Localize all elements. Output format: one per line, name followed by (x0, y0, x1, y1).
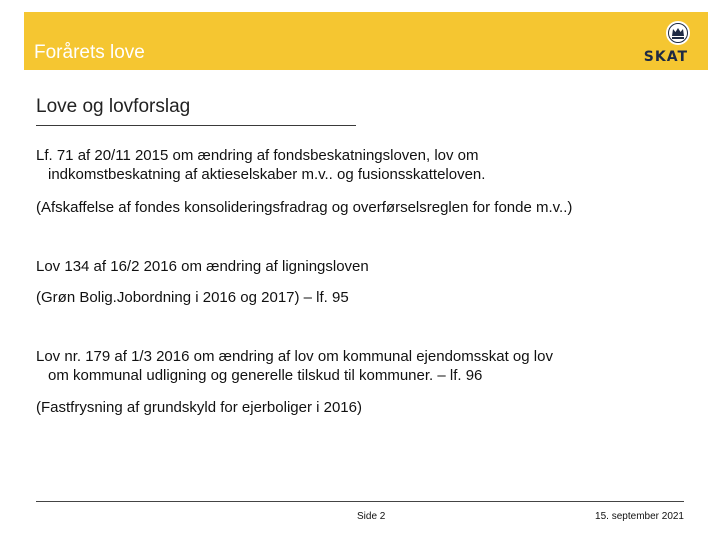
paragraph-line: Lf. 71 af 20/11 2015 om ændring af fondsbeskatningsloven, lov om (36, 147, 479, 164)
paragraph-lov134 (36, 257, 369, 276)
footer-date: 15. september 2021 (595, 511, 684, 522)
paragraph-line: Lov 134 af 16/2 2016 om ændring af ligningsloven (36, 258, 369, 275)
paragraph-line: (Grøn Bolig.Jobordning i 2016 og 2017) – lf. 95 (36, 289, 349, 306)
paragraph-line: Lov nr. 179 af 1/3 2016 om ændring af lov om kommunal ejendomsskat og lov (36, 348, 553, 365)
paragraph-line: (Afskaffelse af fondes konsolideringsfradrag og overførselsreglen for fonde m.v..) (36, 199, 573, 216)
paragraph-line: om kommunal udligning og generelle tilskud til kommuner. – lf. 96 (48, 367, 483, 384)
paragraph-lf71 (36, 146, 485, 184)
title-divider (36, 125, 356, 126)
paragraph-lf71-note (36, 198, 572, 217)
presentation-title: Forårets love (34, 42, 145, 63)
page-number: Side 2 (357, 511, 386, 522)
slide-title: Love og lovforslag (36, 96, 191, 117)
paragraph-lov179-note (36, 398, 362, 417)
paragraph-lov134-note (36, 288, 349, 307)
paragraph-line: indkomstbeskatning af aktieselskaber m.v.. og fusionsskatteloven. (48, 166, 486, 183)
paragraph-line: (Fastfrysning af grundskyld for ejerboliger i 2016) (36, 399, 362, 416)
crown-emblem-icon (665, 20, 691, 46)
footer-divider (36, 501, 684, 502)
paragraph-lov179 (36, 347, 553, 385)
skat-logo (616, 18, 688, 66)
logo-text: SKAT (643, 49, 688, 65)
